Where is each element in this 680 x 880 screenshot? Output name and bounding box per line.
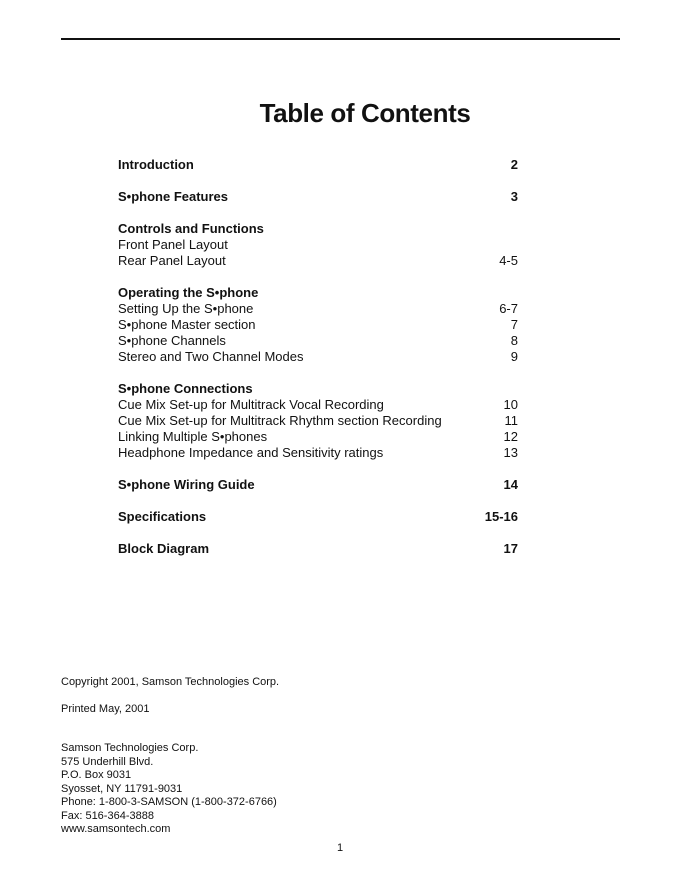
toc-item-row <box>118 333 518 349</box>
toc-item-label: S•phone Channels <box>118 333 226 348</box>
toc-heading-label: S•phone Features <box>118 189 229 204</box>
toc-item-page: 11 <box>504 413 518 428</box>
toc-item-page: 7 <box>510 317 518 332</box>
page-title: Table of Contents <box>259 98 471 128</box>
toc-item-row <box>118 413 518 429</box>
toc-item-page: 4-5 <box>499 253 518 268</box>
printed-date: Printed May, 2001 <box>61 703 150 715</box>
address-line: Samson Technologies Corp. <box>61 742 199 754</box>
toc-heading-page: 2 <box>510 157 518 172</box>
address-line: P.O. Box 9031 <box>61 769 132 781</box>
toc-heading-row <box>118 541 518 557</box>
toc-item-label: Cue Mix Set-up for Multitrack Vocal Recording <box>118 397 384 412</box>
toc-heading-row <box>118 509 518 525</box>
toc-heading-page: 3 <box>510 189 518 204</box>
toc-heading-row <box>118 285 518 301</box>
toc-section <box>118 221 518 269</box>
toc-section <box>118 541 518 557</box>
toc-item-page: 10 <box>503 397 518 412</box>
toc-heading-row <box>118 381 518 397</box>
address-line: Phone: 1-800-3-SAMSON (1-800-372-6766) <box>61 796 277 808</box>
toc-item-page: 12 <box>503 429 518 444</box>
toc-item-page: 6-7 <box>499 301 518 316</box>
toc-item-row <box>118 445 518 461</box>
toc-item-label: Headphone Impedance and Sensitivity ratings <box>118 445 384 460</box>
address-line: Fax: 516-364-3888 <box>61 809 154 822</box>
toc-item-page: 9 <box>510 349 518 364</box>
toc-heading-label: Specifications <box>118 509 207 524</box>
toc-item-label: S•phone Master section <box>118 317 256 332</box>
toc-item-page: 13 <box>503 445 518 460</box>
table-of-contents <box>118 157 518 573</box>
toc-heading-page: 15-16 <box>484 509 518 524</box>
toc-item-label: Linking Multiple S•phones <box>118 429 268 444</box>
toc-heading-label: Operating the S•phone <box>118 285 259 300</box>
toc-item-row <box>118 429 518 445</box>
toc-heading-label: S•phone Wiring Guide <box>118 477 255 492</box>
toc-heading-label: Controls and Functions <box>118 221 264 236</box>
toc-heading-row <box>118 157 518 173</box>
toc-heading-page: 14 <box>503 477 518 492</box>
copyright-notice: Copyright 2001, Samson Technologies Corp. <box>61 676 280 688</box>
toc-item-row <box>118 349 518 365</box>
toc-item-row <box>118 237 518 253</box>
toc-section <box>118 189 518 205</box>
toc-item-row <box>118 301 518 317</box>
top-rule <box>61 38 620 40</box>
toc-item-row <box>118 397 518 413</box>
toc-section <box>118 477 518 493</box>
company-address <box>61 742 277 837</box>
toc-item-label: Stereo and Two Channel Modes <box>118 349 304 364</box>
toc-section <box>118 285 518 365</box>
toc-heading-label: Block Diagram <box>118 541 210 556</box>
address-line: 575 Underhill Blvd. <box>61 755 154 768</box>
toc-heading-row <box>118 189 518 205</box>
page-number: 1 <box>336 842 344 854</box>
address-line: www.samsontech.com <box>61 823 171 835</box>
toc-heading-row <box>118 221 518 237</box>
toc-item-row <box>118 317 518 333</box>
toc-item-page: 8 <box>510 333 518 348</box>
toc-section <box>118 157 518 173</box>
toc-heading-label: S•phone Connections <box>118 381 253 396</box>
toc-heading-page: 17 <box>503 541 518 556</box>
toc-heading-label: Introduction <box>118 157 194 172</box>
toc-section <box>118 381 518 461</box>
toc-item-label: Cue Mix Set-up for Multitrack Rhythm section Recording <box>118 413 442 428</box>
toc-item-label: Rear Panel Layout <box>118 253 226 268</box>
toc-item-label: Setting Up the S•phone <box>118 301 254 316</box>
toc-item-row <box>118 253 518 269</box>
toc-section <box>118 509 518 525</box>
toc-item-label: Front Panel Layout <box>118 237 228 252</box>
address-line: Syosset, NY 11791-9031 <box>61 782 183 795</box>
toc-heading-row <box>118 477 518 493</box>
